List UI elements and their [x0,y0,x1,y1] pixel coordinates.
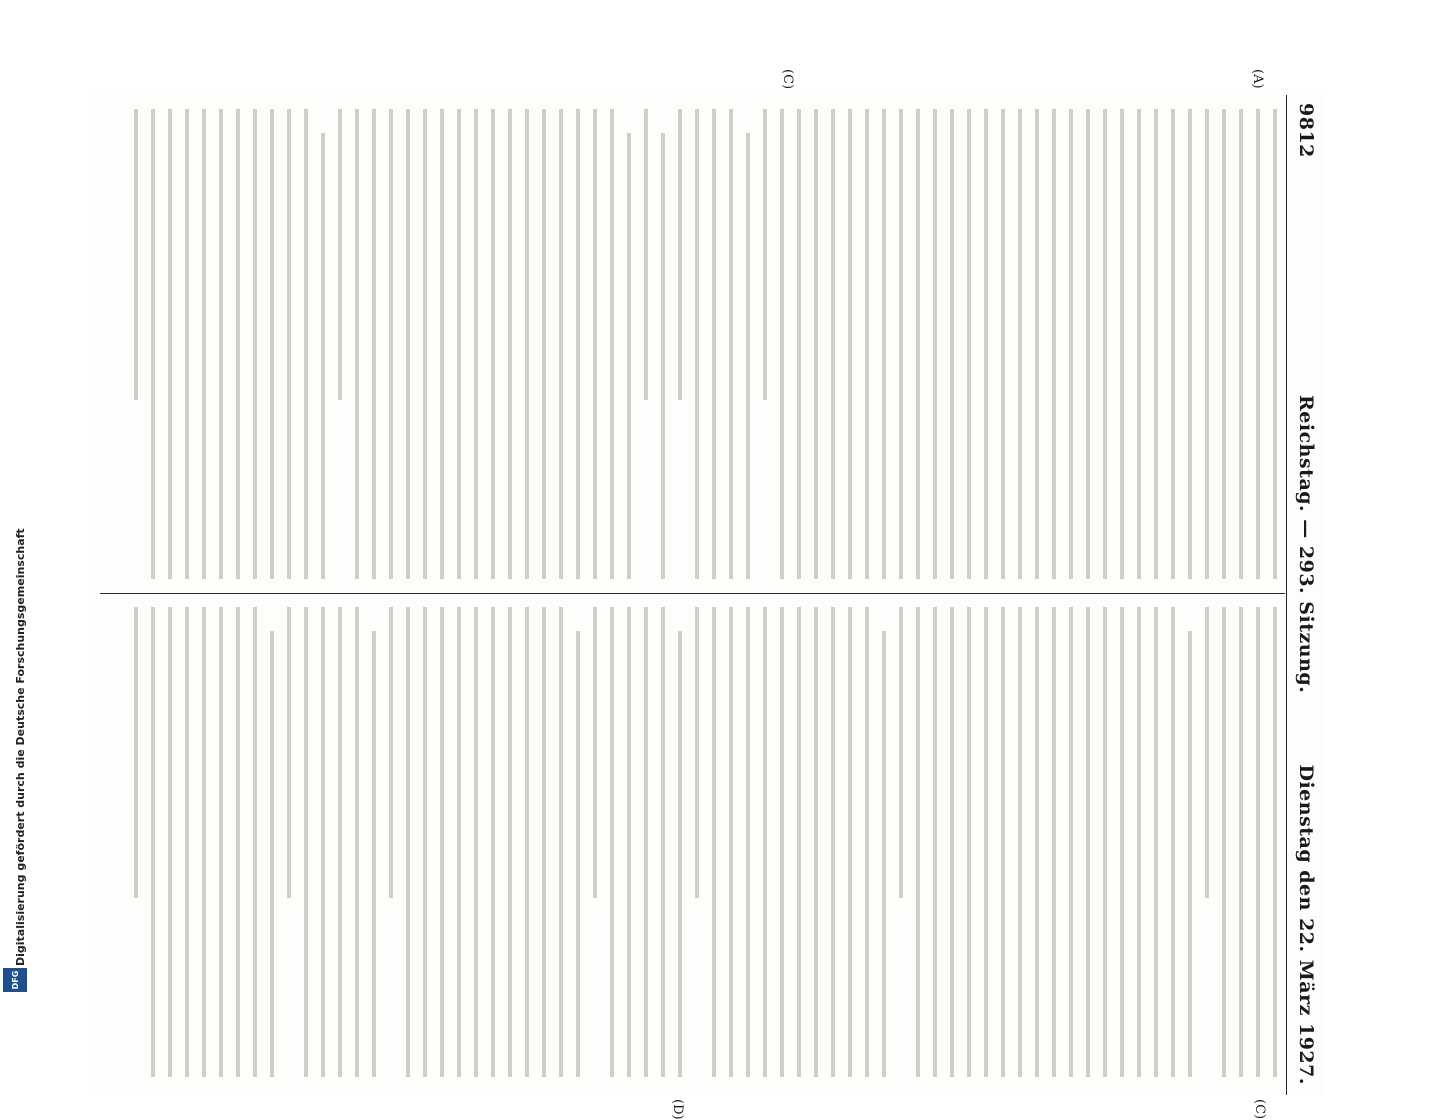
page-header [1289,95,1317,1095]
text-line [1205,109,1209,579]
text-line [389,109,393,579]
text-line [525,109,529,579]
text-line [1052,109,1056,579]
text-line [780,607,784,1077]
text-line [372,631,376,1077]
text-line [865,109,869,579]
text-line [763,109,767,400]
text-line [406,109,410,579]
text-line [389,607,393,898]
text-line [423,109,427,579]
text-line [372,109,376,579]
text-line [1256,109,1260,579]
text-line [457,109,461,579]
text-line [610,607,614,1077]
text-column-right [107,607,1277,1077]
text-line [661,607,665,1077]
text-line [491,607,495,1077]
text-line [321,133,325,579]
text-line [304,109,308,579]
text-line [1154,109,1158,579]
text-line [1239,607,1243,1077]
text-line [1086,109,1090,579]
text-line [168,607,172,1077]
text-line [695,607,699,898]
text-line [729,607,733,1077]
margin-mark-a: (A) [1250,69,1265,89]
text-line [508,607,512,1077]
text-line [1035,607,1039,1077]
text-line [831,109,835,579]
text-line [440,109,444,579]
text-line [916,109,920,579]
text-line [1171,607,1175,1077]
text-line [1205,607,1209,898]
text-line [304,607,308,1077]
text-line [474,607,478,1077]
text-line [678,109,682,400]
session-title: Reichstag. — 293. Sitzung. [1295,395,1317,694]
text-line [423,607,427,1077]
text-line [253,607,257,1077]
text-line [950,109,954,579]
text-line [355,607,359,1077]
text-line [933,607,937,1077]
text-line [338,109,342,400]
text-line [202,607,206,1077]
text-line [576,631,580,1077]
text-line [542,607,546,1077]
margin-mark-d: (D) [670,1099,685,1120]
session-date: Dienstag den 22. März 1927. [1295,764,1317,1085]
text-line [270,109,274,579]
text-line [185,109,189,579]
text-line [1001,607,1005,1077]
text-line [695,109,699,579]
text-line [559,109,563,579]
text-line [644,607,648,1077]
text-line [219,109,223,579]
margin-mark-left-c: (C) [780,69,795,90]
text-line [287,109,291,579]
text-line [950,607,954,1077]
text-line [848,109,852,579]
text-line [457,607,461,1077]
text-line [729,109,733,579]
text-line [746,133,750,579]
text-line [899,109,903,579]
text-line [814,109,818,579]
text-line [151,109,155,579]
text-line [984,109,988,579]
text-line [1086,607,1090,1077]
text-line [797,109,801,579]
text-line [202,109,206,579]
text-line [1052,607,1056,1077]
text-line [236,109,240,579]
text-line [627,607,631,1077]
text-line [627,133,631,579]
text-line [1137,607,1141,1077]
text-line [338,607,342,1077]
text-line [1120,109,1124,579]
text-line [1222,607,1226,1077]
text-line [559,607,563,1077]
text-line [1188,109,1192,579]
text-line [185,607,189,1077]
text-line [355,109,359,579]
text-line [610,109,614,579]
text-line [1154,607,1158,1077]
text-line [1069,607,1073,1077]
text-line [321,607,325,1077]
text-line [712,109,716,579]
text-line [967,109,971,579]
text-line [899,607,903,898]
text-line [151,607,155,1077]
text-line [1273,109,1277,579]
text-line [1273,607,1277,1077]
text-line [1120,607,1124,1077]
document-page [95,69,1325,1120]
header-rule [1286,95,1287,1095]
digitization-credit-bar [0,0,30,1000]
dfg-logo: DFG [3,968,27,992]
text-line [712,607,716,1077]
text-line [1103,607,1107,1077]
text-line [1137,109,1141,579]
text-line [253,109,257,579]
text-line [848,607,852,1077]
text-line [814,607,818,1077]
column-divider [100,593,1285,594]
text-line [984,607,988,1077]
text-line [474,109,478,579]
text-line [797,607,801,1077]
text-line [1171,109,1175,579]
text-line [1069,109,1073,579]
text-line [134,607,138,898]
text-line [270,631,274,1077]
text-line [763,607,767,1077]
text-line [1188,631,1192,1077]
text-line [865,607,869,1077]
text-line [406,607,410,1077]
text-line [440,607,444,1077]
text-line [661,133,665,579]
text-line [1103,109,1107,579]
text-line [593,109,597,579]
text-line [644,109,648,400]
text-line [525,607,529,1077]
text-line [542,109,546,579]
text-line [491,109,495,579]
text-column-left [107,109,1277,579]
text-line [882,109,886,579]
text-line [746,607,750,1077]
text-line [593,607,597,898]
text-line [882,631,886,1077]
text-line [1222,109,1226,579]
text-line [287,607,291,898]
text-line [780,109,784,579]
text-line [678,631,682,1077]
text-line [236,607,240,1077]
text-line [168,109,172,579]
text-line [508,109,512,579]
text-line [1035,109,1039,579]
text-line [219,607,223,1077]
text-line [134,109,138,400]
text-line [576,109,580,579]
text-line [1239,109,1243,579]
page-number: 9812 [1295,103,1317,158]
text-line [967,607,971,1077]
text-line [1001,109,1005,579]
text-line [933,109,937,579]
margin-mark-c: (C) [1252,1099,1267,1120]
text-line [916,607,920,1077]
text-line [1018,109,1022,579]
text-line [1018,607,1022,1077]
digitization-credit: Digitalisierung gefördert durch die Deutsche Forschungsgemeinschaft [14,528,27,966]
text-line [831,607,835,1077]
text-line [1256,607,1260,1077]
